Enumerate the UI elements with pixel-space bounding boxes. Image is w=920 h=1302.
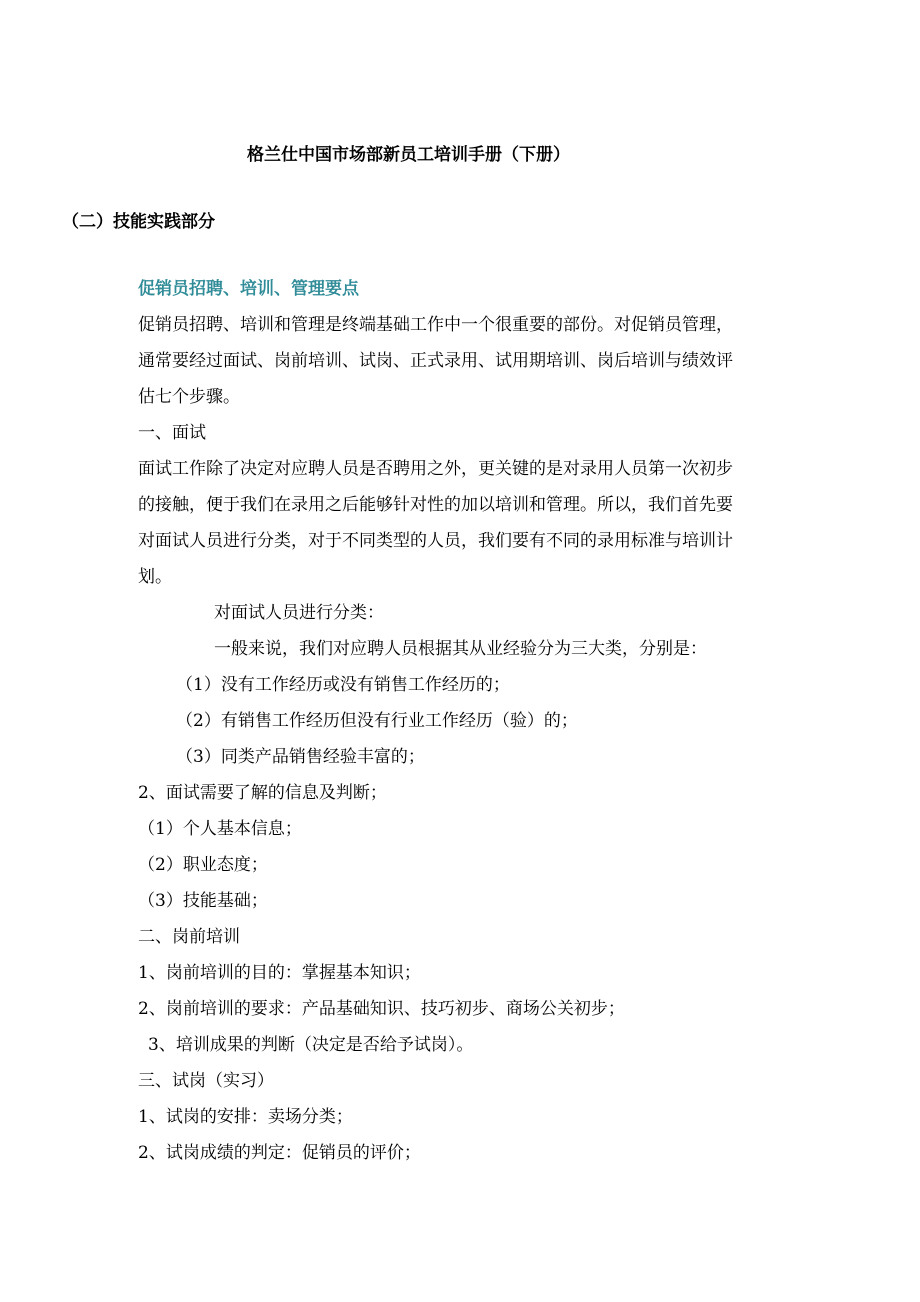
part2-item: 3、培训成果的判断（决定是否给予试岗）。 xyxy=(148,1035,474,1055)
section-heading: （二）技能实践部分 xyxy=(62,212,215,232)
part1-heading: 一、面试 xyxy=(138,423,206,443)
info-item: （2）职业态度； xyxy=(138,855,268,875)
part2-heading: 二、岗前培训 xyxy=(138,927,240,947)
part2-item: 2、岗前培训的要求：产品基础知识、技巧初步、商场公关初步； xyxy=(138,999,625,1019)
classify-item: （1）没有工作经历或没有销售工作经历的； xyxy=(176,675,510,695)
classify-item: （3）同类产品销售经验丰富的； xyxy=(176,747,425,767)
part1-paragraph-line: 的接触，便于我们在录用之后能够针对性的加以培训和管理。所以，我们首先要 xyxy=(138,495,733,515)
document-title: 格兰仕中国市场部新员工培训手册（下册） xyxy=(247,145,570,165)
info-heading: 2、面试需要了解的信息及判断； xyxy=(138,783,387,803)
part1-paragraph-line: 面试工作除了决定对应聘人员是否聘用之外，更关键的是对录用人员第一次初步 xyxy=(138,459,733,479)
classify-heading: 对面试人员进行分类： xyxy=(214,603,384,623)
part3-heading: 三、试岗（实习） xyxy=(138,1071,274,1091)
intro-line: 通常要经过面试、岗前培训、试岗、正式录用、试用期培训、岗后培训与绩效评 xyxy=(138,351,733,371)
intro-line: 促销员招聘、培训和管理是终端基础工作中一个很重要的部份。对促销员管理， xyxy=(138,315,733,335)
classify-intro: 一般来说，我们对应聘人员根据其从业经验分为三大类，分别是： xyxy=(214,639,707,659)
info-item: （3）技能基础； xyxy=(138,891,268,911)
part3-item: 1、试岗的安排：卖场分类； xyxy=(138,1107,353,1127)
intro-line: 估七个步骤。 xyxy=(138,387,240,407)
subtitle: 促销员招聘、培训、管理要点 xyxy=(138,279,359,299)
info-item: （1）个人基本信息； xyxy=(138,819,302,839)
part3-item: 2、试岗成绩的判定：促销员的评价； xyxy=(138,1143,421,1163)
part1-paragraph-line: 划。 xyxy=(138,567,172,587)
part2-item: 1、岗前培训的目的：掌握基本知识； xyxy=(138,963,421,983)
part1-paragraph-line: 对面试人员进行分类，对于不同类型的人员，我们要有不同的录用标准与培训计 xyxy=(138,531,733,551)
classify-item: （2）有销售工作经历但没有行业工作经历（验）的； xyxy=(176,711,578,731)
